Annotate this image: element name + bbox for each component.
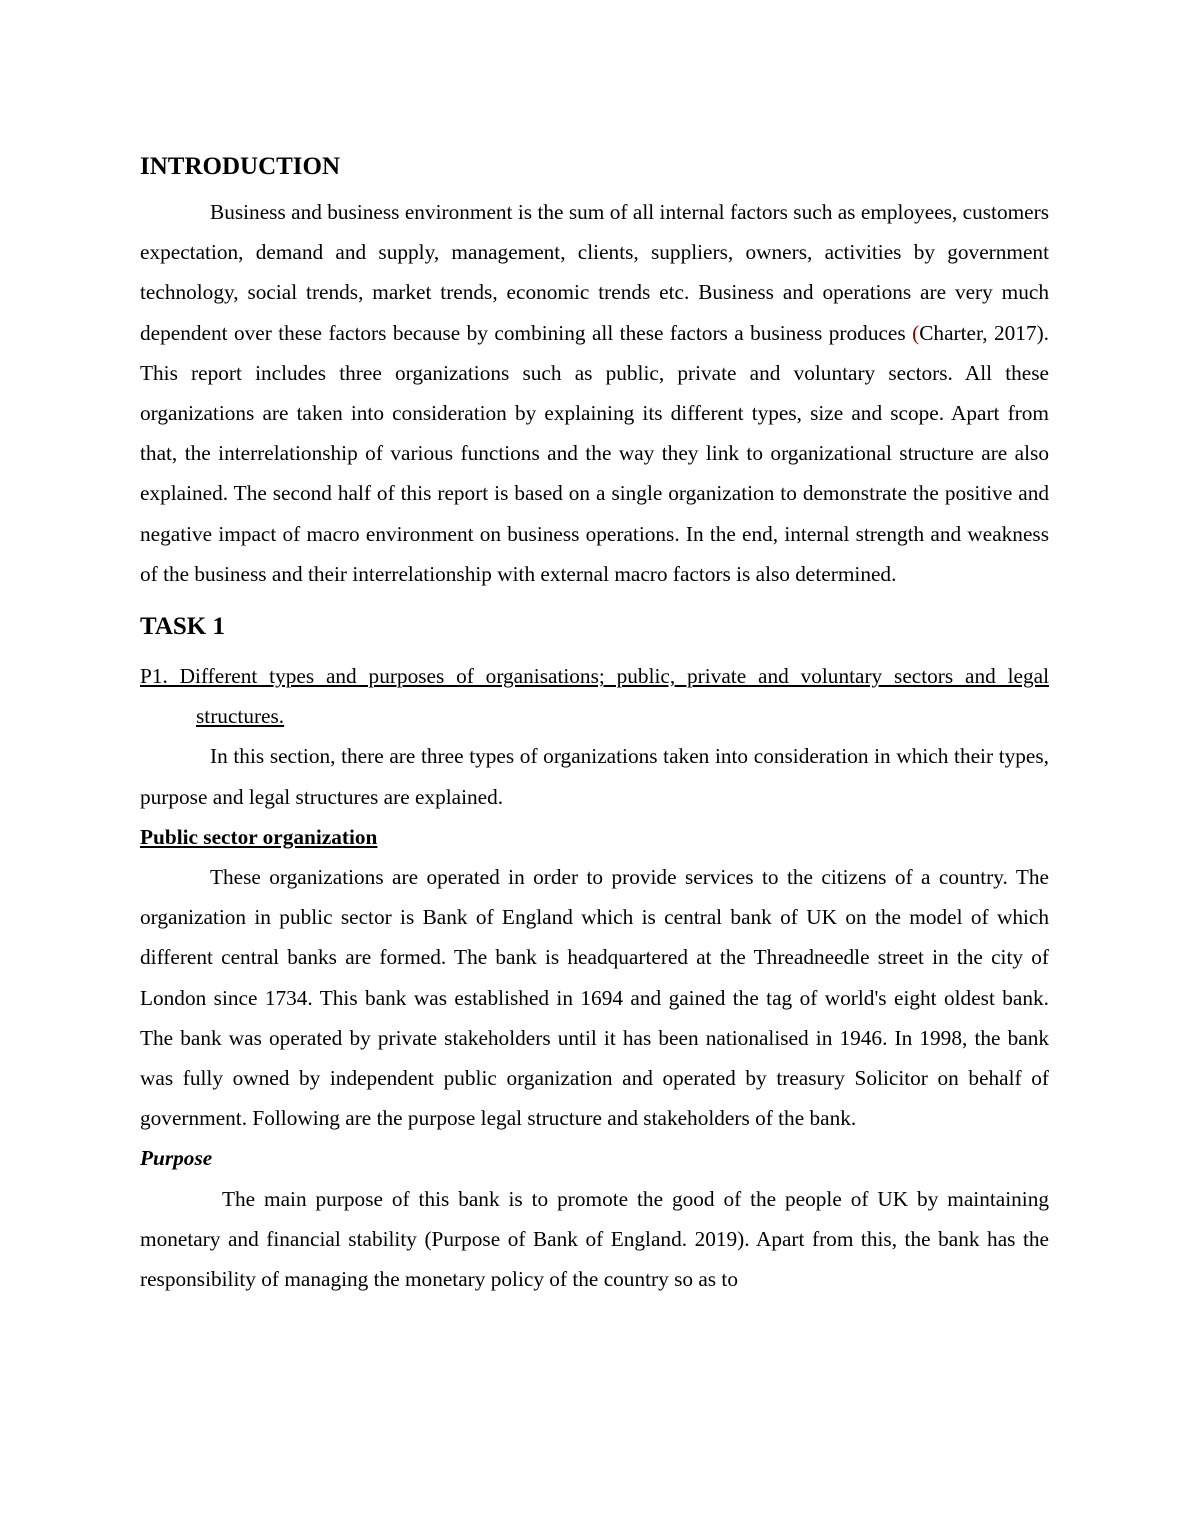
p1-heading: P1. Different types and purposes of organisations; public, private and voluntary sectors and legal structures. bbox=[140, 664, 1049, 729]
public-sector-paragraph: These organizations are operated in order to provide services to the citizens of a country. The organization in public sector is Bank of England which is central bank of UK on the model of which different central banks are formed. The bank is headquartered at the Threadneedle street in the city of London since 1734. This bank was established in 1694 and gained the tag of world's eight oldest bank. The bank was operated by private stakeholders until it has been nationalised in 1946. In 1998, the bank was fully owned by independent public organization and operated by treasury Solicitor on behalf of government. Following are the purpose legal structure and stakeholders of the bank. bbox=[140, 865, 1049, 1131]
intro-text-part2: Charter, 2017). This report includes three organizations such as public, private and voluntary sectors. All these organizations are taken into consideration by explaining its different types, size and scope. Apart from that, the interrelationship of various functions and the way they link to organizational structure are also explained. The second half of this report is based on a single organization to demonstrate the positive and negative impact of macro environment on business operations. In the end, internal strength and weakness of the business and their interrelationship with external macro factors is also determined. bbox=[140, 320, 1050, 586]
p1-intro-paragraph: In this section, there are three types of organizations taken into consideration in which their types, purpose and legal structures are explained. bbox=[140, 744, 1049, 809]
intro-text-part1: Business and business environment is the sum of all internal factors such as employees, customers expectation, demand and supply, management, clients, suppliers, owners, activities by government technology, social trends, market trends, economic trends etc. Business and operations are very much dependent over these factors because by combining all these factors a business produces bbox=[140, 200, 1049, 345]
task1-heading: TASK 1 bbox=[140, 613, 225, 641]
public-sector-heading: Public sector organization bbox=[140, 824, 378, 849]
purpose-heading: Purpose bbox=[140, 1146, 213, 1171]
citation-open-paren: ( bbox=[912, 320, 920, 345]
introduction-heading: INTRODUCTION bbox=[140, 153, 341, 180]
purpose-paragraph: The main purpose of this bank is to promote the good of the people of UK by maintaining monetary and financial stability (Purpose of Bank of England. 2019). Apart from this, the bank has the responsibility of managing the monetary policy of the country so as to bbox=[140, 1186, 1049, 1292]
introduction-paragraph bbox=[140, 192, 1049, 594]
document-page bbox=[140, 148, 1049, 1299]
